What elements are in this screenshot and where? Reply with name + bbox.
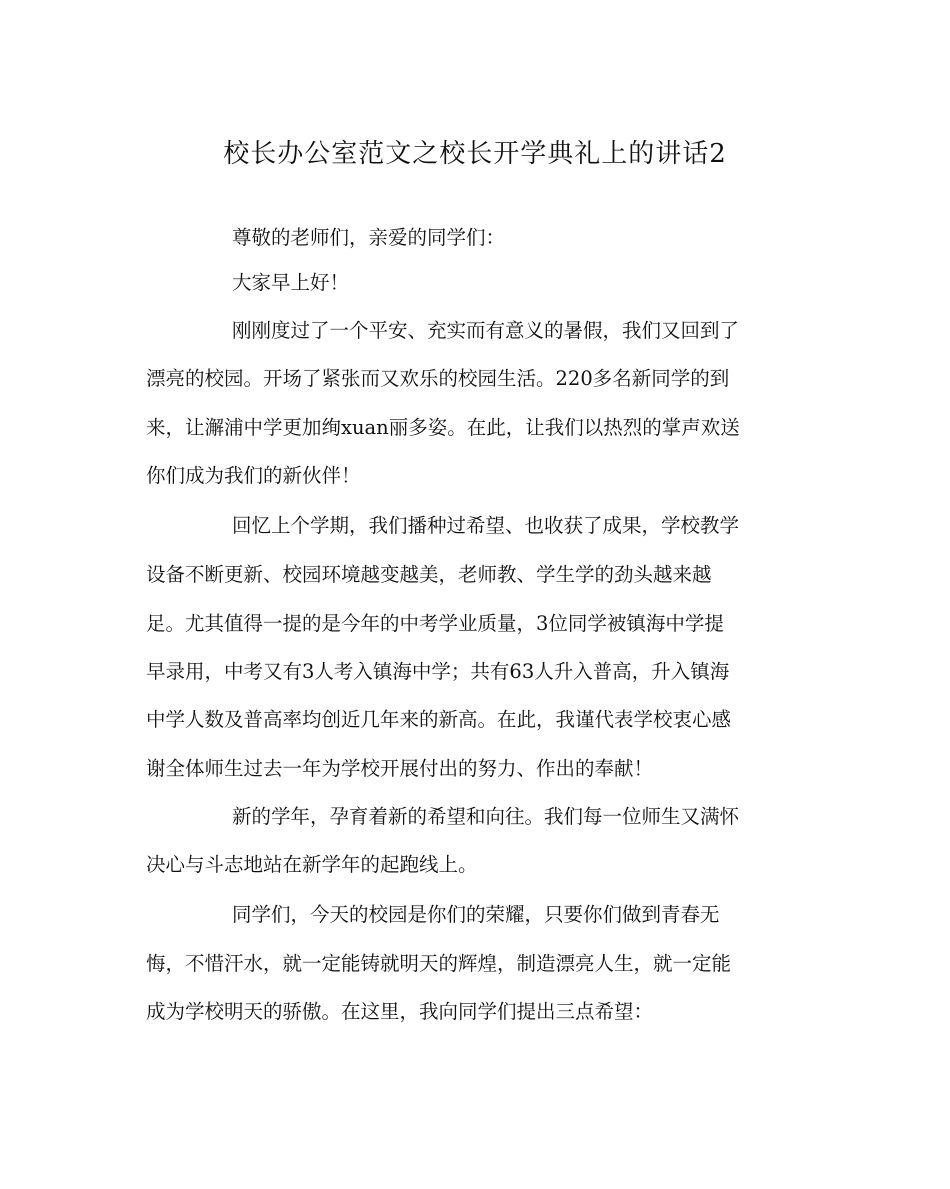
paragraph-line: 早录用，中考又有3人考入镇海中学；共有63人升入普高，升入镇海 xyxy=(146,660,730,683)
paragraph-line: 设备不断更新、校园环境越变越美，老师教、学生学的劲头越来越 xyxy=(146,563,712,586)
paragraph-line: 中学人数及普高率均创近几年来的新高。在此，我谨代表学校衷心感 xyxy=(146,708,732,731)
paragraph-line: 你们成为我们的新伙伴！ xyxy=(146,464,361,487)
salutation: 尊敬的老师们，亲爱的同学们： xyxy=(232,226,506,249)
document-title: 校长办公室范文之校长开学典礼上的讲话2 xyxy=(223,139,727,169)
paragraph-line: 新的学年，孕育着新的希望和向往。我们每一位师生又满怀 xyxy=(232,805,740,828)
paragraph-line: 悔，不惜汗水，就一定能铸就明天的辉煌，制造漂亮人生，就一定能 xyxy=(146,952,732,975)
greeting: 大家早上好！ xyxy=(232,271,350,294)
paragraph-line: 谢全体师生过去一年为学校开展付出的努力、作出的奉献！ xyxy=(146,757,654,780)
paragraph-line: 刚刚度过了一个平安、充实而有意义的暑假，我们又回到了 xyxy=(232,319,740,342)
paragraph-line: 同学们，今天的校园是你们的荣耀，只要你们做到青春无 xyxy=(232,903,720,926)
paragraph-line: 成为学校明天的骄傲。在这里，我向同学们提出三点希望： xyxy=(146,1000,654,1023)
paragraph-line: 漂亮的校园。开场了紧张而又欢乐的校园生活。220多名新同学的到 xyxy=(146,367,730,390)
paragraph-line: 回忆上个学期，我们播种过希望、也收获了成果，学校教学 xyxy=(232,514,740,537)
paragraph-line: 决心与斗志地站在新学年的起跑线上。 xyxy=(146,853,478,876)
paragraph-line: 来，让澥浦中学更加绚xuan丽多姿。在此，让我们以热烈的掌声欢送 xyxy=(146,416,740,439)
paragraph-line: 足。尤其值得一提的是今年的中考学业质量，3位同学被镇海中学提 xyxy=(146,612,724,635)
